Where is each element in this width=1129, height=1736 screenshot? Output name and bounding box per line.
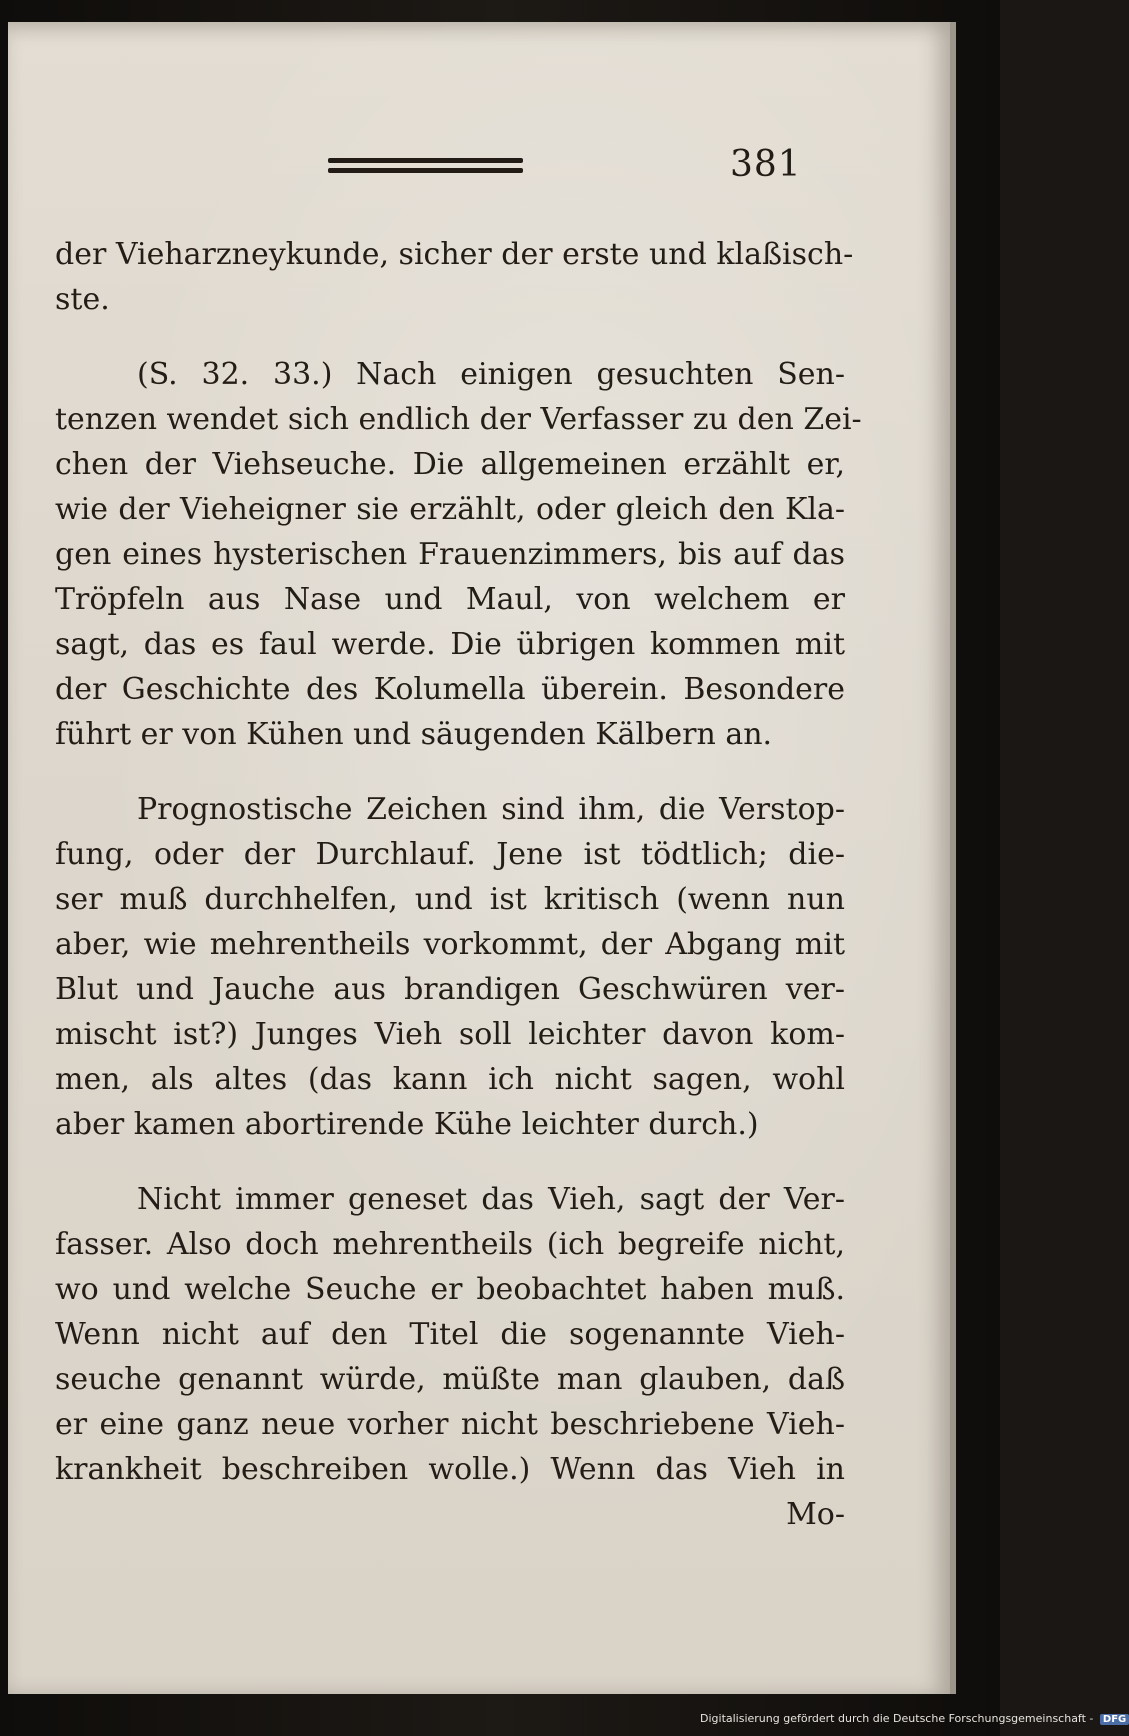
digitization-credit xyxy=(700,1712,1129,1725)
header-rule-bar-top xyxy=(328,158,523,163)
text-line: wie der Vieheigner sie erzählt, oder gleich den Kla- xyxy=(55,492,845,527)
text-line: mischt ist?) Junges Vieh soll leichter davon kom- xyxy=(55,1017,845,1052)
text-line: seuche genannt würde, müßte man glauben, daß xyxy=(55,1362,845,1397)
text-line: gen eines hysterischen Frauenzimmers, bis auf das xyxy=(55,537,845,572)
credit-text: Digitalisierung gefördert durch die Deutsche Forschungsgemeinschaft - xyxy=(700,1712,1094,1725)
text-line: Blut und Jauche aus brandigen Geschwüren ver- xyxy=(55,972,845,1007)
text-line: Tröpfeln aus Nase und Maul, von welchem er xyxy=(55,582,845,617)
text-line: fasser. Also doch mehrentheils (ich begreife nicht, xyxy=(55,1227,845,1262)
text-line: men, als altes (das kann ich nicht sagen, wohl xyxy=(55,1062,845,1097)
paragraph-1 xyxy=(55,232,855,322)
book-page xyxy=(8,22,956,1694)
text-line: ser muß durchhelfen, und ist kritisch (wenn nun xyxy=(55,882,845,917)
text-line: wo und welche Seuche er beobachtet haben muß. xyxy=(55,1272,845,1307)
text-line: sagt, das es faul werde. Die übrigen kommen mit xyxy=(55,627,845,662)
paragraph-2 xyxy=(55,352,862,757)
header-ornament-rule xyxy=(328,156,523,178)
text-line: Wenn nicht auf den Titel die sogenannte Vieh- xyxy=(55,1317,845,1352)
text-line: fung, oder der Durchlauf. Jene ist tödtlich; die- xyxy=(55,837,845,872)
text-line: aber, wie mehrentheils vorkommt, der Abgang mit xyxy=(55,927,845,962)
page-number: 381 xyxy=(730,144,802,185)
text-line: tenzen wendet sich endlich der Verfasser zu den Zei- xyxy=(55,402,862,437)
text-line: der Geschichte des Kolumella überein. Besondere xyxy=(55,672,845,707)
text-line: (S. 32. 33.) Nach einigen gesuchten Sen- xyxy=(137,357,845,392)
paragraph-3 xyxy=(55,787,855,1147)
text-line: er eine ganz neue vorher nicht beschriebene Vieh- xyxy=(55,1407,845,1442)
text-line: der Vieharzneykunde, sicher der erste und klaßisch- xyxy=(55,237,854,272)
text-line: Nicht immer geneset das Vieh, sagt der Ver- xyxy=(137,1182,845,1217)
text-line: chen der Viehseuche. Die allgemeinen erzählt er, xyxy=(55,447,845,482)
text-line: Prognostische Zeichen sind ihm, die Verstop- xyxy=(137,792,845,827)
body-text xyxy=(55,232,862,1537)
paragraph-4 xyxy=(55,1177,855,1537)
text-line: krankheit beschreiben wolle.) Wenn das Vieh in xyxy=(55,1452,845,1487)
dfg-logo-icon: DFG xyxy=(1100,1714,1129,1725)
text-line: führt er von Kühen und säugenden Kälbern an. xyxy=(55,717,773,752)
catchword: Mo- xyxy=(786,1497,845,1532)
text-line: aber kamen abortirende Kühe leichter durch.) xyxy=(55,1107,759,1142)
header-rule-bar-bottom xyxy=(328,168,523,173)
text-line: ste. xyxy=(55,282,110,317)
